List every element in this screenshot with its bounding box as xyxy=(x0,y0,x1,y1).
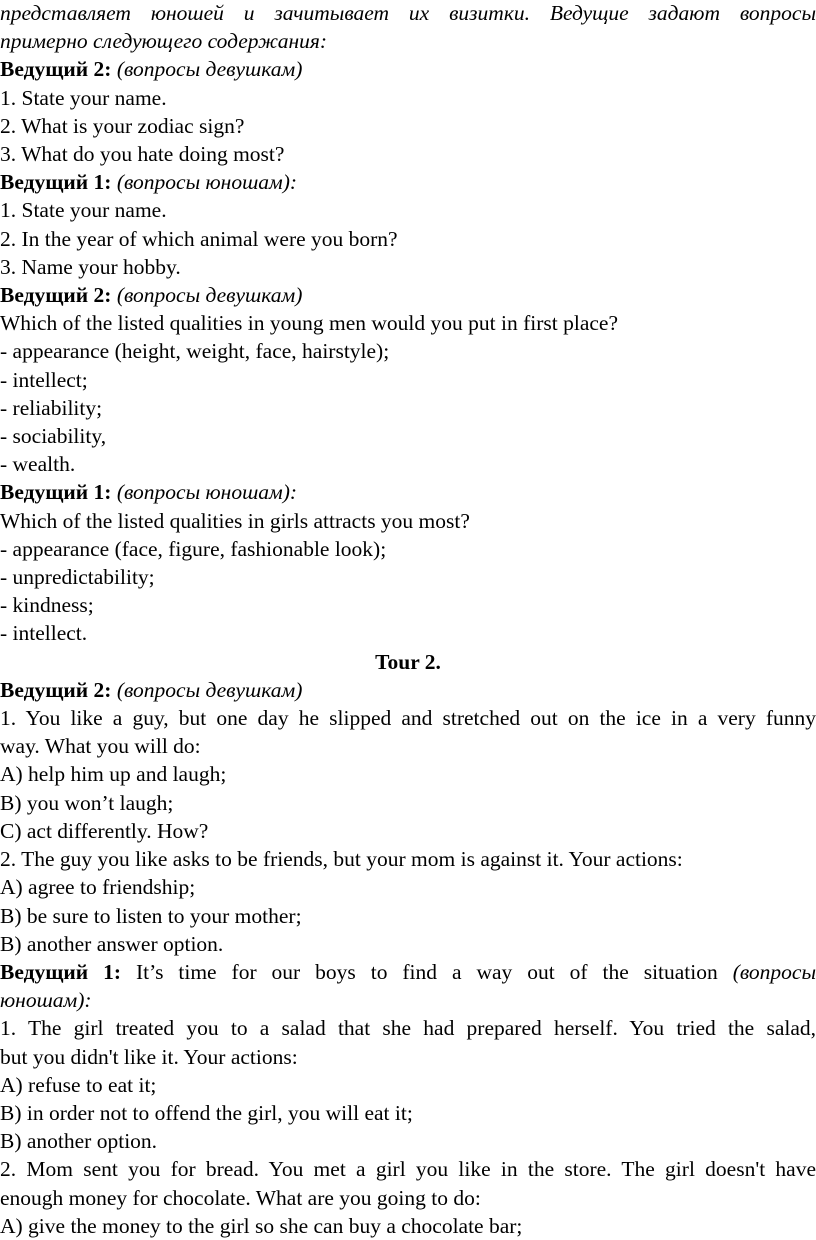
answer-option: B) you won’t laugh; xyxy=(0,790,174,815)
speaker-line xyxy=(0,958,816,986)
question-line: enough money for chocolate. What are you going to do: xyxy=(0,1185,481,1210)
answer-item: - sociability, xyxy=(0,424,107,449)
speaker-note-continued: юношам): xyxy=(0,988,92,1013)
question-item: 3. Name your hobby. xyxy=(0,254,181,279)
speaker-label: Ведущий 2: xyxy=(0,57,112,82)
question-item: 1. State your name. xyxy=(0,198,167,223)
speaker-line xyxy=(0,55,816,83)
speaker-label: Ведущий 1: xyxy=(0,480,112,505)
question-item: 1. State your name. xyxy=(0,85,167,110)
answer-item: - unpredictability; xyxy=(0,565,155,590)
question-line: 1. You like a guy, but one day he slipped and stretched out on the ice in a very funny xyxy=(0,706,816,731)
question-item: 2. What is your zodiac sign? xyxy=(0,113,245,138)
speaker-label: Ведущий 2: xyxy=(0,677,112,702)
speaker-note: (вопросы юношам): xyxy=(116,480,298,505)
speaker-note: (вопросы девушкам) xyxy=(116,57,303,82)
answer-option: B) another answer option. xyxy=(0,931,224,956)
speaker-note: (вопросы девушкам) xyxy=(116,677,303,702)
question-item: 3. What do you hate doing most? xyxy=(0,142,285,167)
question-line: 2. Mom sent you for bread. You met a girl you like in the store. The girl doesn't have xyxy=(0,1157,816,1182)
question-text: Which of the listed qualities in girls attracts you most? xyxy=(0,508,470,533)
speaker-line xyxy=(0,281,816,309)
answer-option: B) in order not to offend the girl, you will eat it; xyxy=(0,1100,413,1125)
speaker-note: (вопросы xyxy=(732,959,816,984)
speaker-line xyxy=(0,168,816,196)
speaker-line xyxy=(0,676,816,704)
speaker-label: Ведущий 2: xyxy=(0,283,112,308)
question-item: 2. In the year of which animal were you born? xyxy=(0,226,398,251)
answer-option: A) help him up and laugh; xyxy=(0,762,227,787)
answer-option: A) agree to friendship; xyxy=(0,875,196,900)
section-heading: Tour 2. xyxy=(375,649,441,674)
speaker-label: Ведущий 1: xyxy=(0,959,122,984)
answer-item: - intellect; xyxy=(0,367,88,392)
speaker-note: (вопросы девушкам) xyxy=(116,283,303,308)
speaker-label: Ведущий 1: xyxy=(0,170,112,195)
answer-option: B) be sure to listen to your mother; xyxy=(0,903,302,928)
answer-item: - reliability; xyxy=(0,395,103,420)
answer-option: A) give the money to the girl so she can buy a chocolate bar; xyxy=(0,1213,523,1238)
intro-line-1: представляет юношей и зачитывает их визитки. Ведущие задают вопросы xyxy=(0,1,816,25)
answer-item: - kindness; xyxy=(0,593,94,618)
answer-item: - wealth. xyxy=(0,452,76,477)
answer-option: B) another option. xyxy=(0,1129,158,1154)
speaker-note: (вопросы юношам): xyxy=(116,170,298,195)
question-line: 1. The girl treated you to a salad that she had prepared herself. You tried the salad, xyxy=(0,1016,816,1041)
answer-item: - appearance (height, weight, face, hairstyle); xyxy=(0,339,390,364)
question-line: but you didn't like it. Your actions: xyxy=(0,1044,298,1069)
answer-option: A) refuse to eat it; xyxy=(0,1072,157,1097)
answer-item: - appearance (face, figure, fashionable look); xyxy=(0,536,387,561)
speaker-text: It’s time for our boys to find a way out of the situation xyxy=(135,959,718,984)
question-line: way. What you will do: xyxy=(0,734,201,759)
speaker-line xyxy=(0,478,816,506)
question-text: Which of the listed qualities in young men would you put in first place? xyxy=(0,311,618,336)
answer-option: C) act differently. How? xyxy=(0,818,209,843)
answer-item: - intellect. xyxy=(0,621,88,646)
intro-line-2: примерно следующего содержания: xyxy=(0,29,328,54)
question-line: 2. The guy you like asks to be friends, but your mom is against it. Your actions: xyxy=(0,847,683,872)
